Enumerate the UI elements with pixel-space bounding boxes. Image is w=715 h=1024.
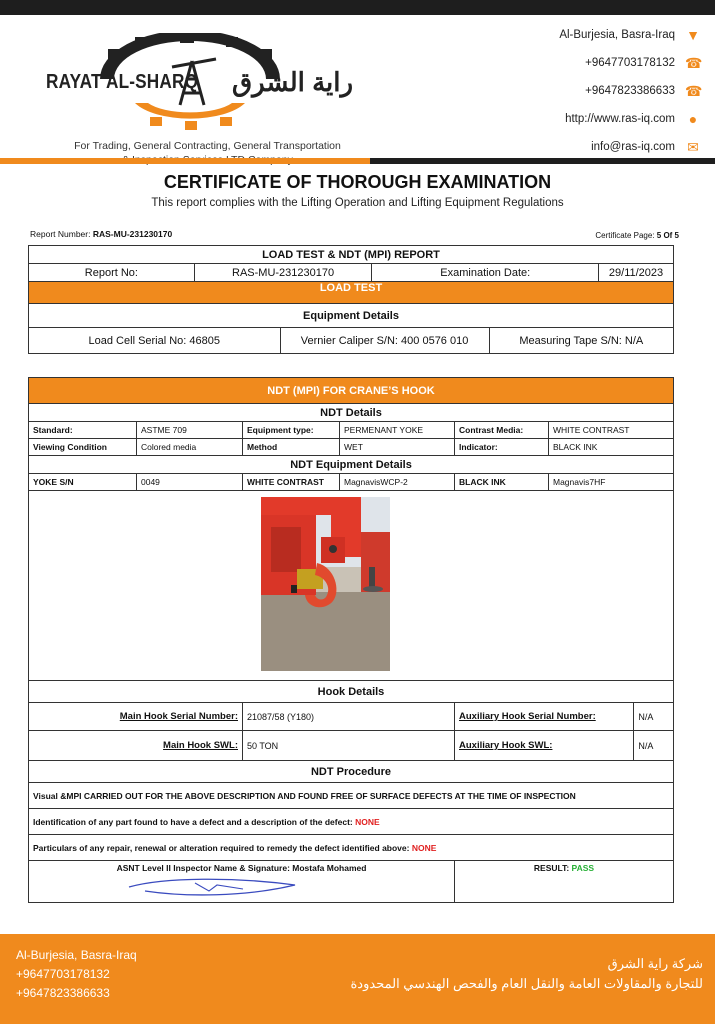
method-label: Method xyxy=(243,439,340,456)
crane-hook-photo xyxy=(261,497,390,671)
report-no-value: RAS-MU-231230170 xyxy=(194,264,372,282)
main-hook-serial-label: Main Hook Serial Number: xyxy=(29,703,243,731)
repair-value: NONE xyxy=(411,842,437,853)
black-ink-value: Magnavis7HF xyxy=(549,474,674,491)
viewing-condition-value: Colored media xyxy=(137,439,243,456)
contact-website[interactable]: http://www.ras-iq.com ● xyxy=(401,105,701,133)
defect-value: NONE xyxy=(355,816,380,827)
contact-block xyxy=(401,21,701,161)
standard-value: ASTME 709 xyxy=(137,422,243,439)
ndt-details-heading: NDT Details xyxy=(29,404,674,422)
main-hook-serial-value: 21087/58 (Y180) xyxy=(243,703,455,731)
contact-email[interactable]: info@ras-iq.com ✉ xyxy=(401,133,701,161)
ndt-procedure-heading: NDT Procedure xyxy=(29,761,674,783)
letterhead xyxy=(0,15,715,160)
load-test-banner: LOAD TEST xyxy=(29,282,674,304)
main-hook-swl-label: Main Hook SWL: xyxy=(29,731,243,761)
equipment-type-label: Equipment type: xyxy=(243,422,340,439)
aux-hook-serial-value: N/A xyxy=(634,703,674,731)
top-bar xyxy=(0,0,715,15)
contrast-media-label: Contrast Media: xyxy=(455,422,549,439)
procedure-statement: Visual &MPI CARRIED OUT FOR THE ABOVE DESCRIPTION AND FOUND FREE OF SURFACE DEFECTS AT THE TIME OF INSPECTION xyxy=(29,783,674,809)
indicator-label: Indicator: xyxy=(455,439,549,456)
yoke-label: YOKE S/N xyxy=(29,474,137,491)
viewing-condition-label: Viewing Condition xyxy=(29,439,137,456)
globe-icon: ● xyxy=(688,111,698,127)
company-logo xyxy=(40,33,354,152)
main-hook-swl-value: 50 TON xyxy=(243,731,455,761)
phone-icon: ☎ xyxy=(685,55,703,71)
aux-hook-serial-label: Auxiliary Hook Serial Number: xyxy=(455,703,634,731)
defect-identification: Identification of any part found to have a defect and a description of the defect: NONE xyxy=(29,809,674,835)
black-ink-label: BLACK INK xyxy=(455,474,549,491)
vernier-caliper-serial: Vernier Caliper S/N: 400 0576 010 xyxy=(280,328,489,354)
white-contrast-label: WHITE CONTRAST xyxy=(243,474,340,491)
contact-phone-2: +9647823386633 ☎ xyxy=(585,83,703,99)
exam-date-label: Examination Date: xyxy=(372,264,599,282)
contact-address: Al-Burjesia, Basra-Iraq ▼ xyxy=(559,27,700,43)
white-contrast-value: MagnavisWCP-2 xyxy=(340,474,455,491)
footer-contacts: Al-Burjesia, Basra-Iraq +9647703178132 +9647823386633 xyxy=(16,948,137,1000)
exam-date-value: 29/11/2023 xyxy=(599,264,674,282)
load-test-heading: LOAD TEST & NDT (MPI) REPORT xyxy=(29,246,674,264)
aux-hook-swl-value: N/A xyxy=(634,731,674,761)
load-cell-serial: Load Cell Serial No: 46805 xyxy=(29,328,281,354)
standard-label: Standard: xyxy=(29,422,137,439)
result-value: PASS xyxy=(571,863,595,873)
yoke-value: 0049 xyxy=(137,474,243,491)
certificate-page: Certificate Page: 5 Of 5 xyxy=(595,231,679,240)
ndt-banner: NDT (MPI) FOR CRANE’S HOOK xyxy=(29,378,674,404)
method-value: WET xyxy=(340,439,455,456)
photo-cell xyxy=(29,491,674,681)
repair-particulars: Particulars of any repair, renewal or alteration required to remedy the defect identified above: NONE xyxy=(29,835,674,861)
measuring-tape-serial: Measuring Tape S/N: N/A xyxy=(489,328,673,354)
contrast-media-value: WHITE CONTRAST xyxy=(549,422,674,439)
inspector-label: ASNT Level II Inspector Name & Signature: Mostafa Mohamed xyxy=(116,863,367,873)
certificate-title: CERTIFICATE OF THOROUGH EXAMINATION xyxy=(163,172,552,192)
inspector-signature xyxy=(125,875,305,897)
company-name: RAYAT AL-SHARQ xyxy=(46,71,199,93)
header-divider xyxy=(0,158,715,164)
company-tagline: For Trading, General Contracting, General Transportation xyxy=(74,140,341,152)
report-number: Report Number: RAS-MU-231230170 xyxy=(30,229,173,239)
result-cell: RESULT: PASS xyxy=(455,861,674,903)
mail-icon: ✉ xyxy=(687,139,699,155)
inspector-cell xyxy=(29,861,455,903)
hook-details-heading: Hook Details xyxy=(29,681,674,703)
ndt-table xyxy=(28,377,674,903)
equipment-type-value: PERMENANT YOKE xyxy=(340,422,455,439)
footer-company-arabic: شركة راية الشرق للتجارة والمقاولات العامة والنقل العام والفحص الهندسي المحدودة xyxy=(350,956,703,991)
equipment-details-heading: Equipment Details xyxy=(29,304,674,328)
footer xyxy=(0,934,715,1024)
certificate-subtitle: This report complies with the Lifting Operation and Lifting Equipment Regulations xyxy=(151,197,564,209)
phone-icon: ☎ xyxy=(685,83,703,99)
ndt-equipment-heading: NDT Equipment Details xyxy=(29,456,674,474)
report-no-label: Report No: xyxy=(29,264,195,282)
contact-phone-1: +9647703178132 ☎ xyxy=(585,55,703,71)
location-pin-icon: ▼ xyxy=(686,27,700,43)
company-name-arabic: راية الشرق xyxy=(232,67,354,97)
indicator-value: BLACK INK xyxy=(549,439,674,456)
load-test-table xyxy=(28,245,674,354)
aux-hook-swl-label: Auxiliary Hook SWL: xyxy=(455,731,634,761)
